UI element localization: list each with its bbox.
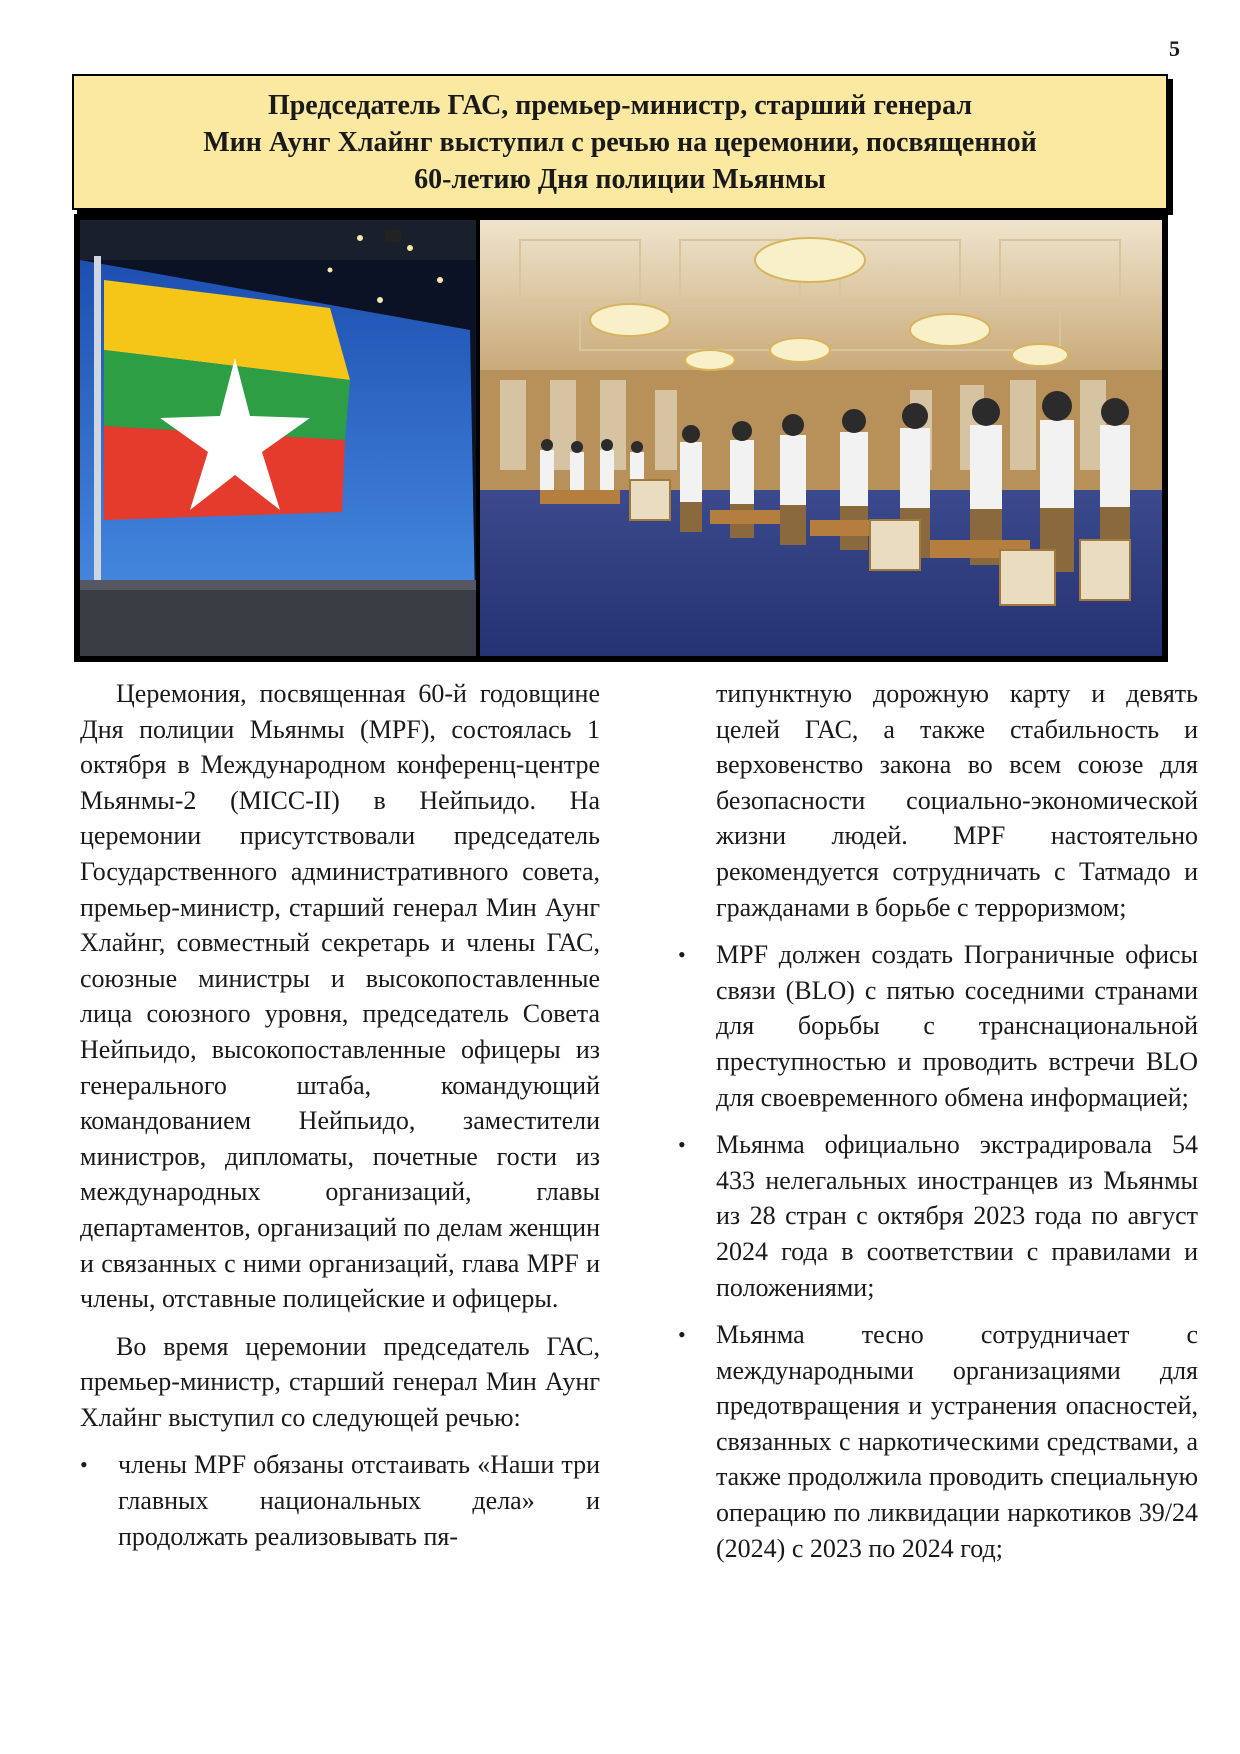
flag-photo <box>80 220 476 656</box>
list-item <box>678 1317 1198 1566</box>
list-item <box>678 937 1198 1115</box>
bullet-marker: • <box>678 1132 686 1158</box>
photo-strip <box>74 214 1168 662</box>
left-column <box>80 676 600 1566</box>
right-column <box>678 676 1198 1578</box>
headline-line-3: 60-летию Дня полиции Мьянмы <box>414 163 826 195</box>
headline-line-2: Мин Аунг Хлайнг выступил с речью на церемонии, посвященной <box>203 126 1037 158</box>
list-item-text: члены MPF обязаны отстаивать «Наши три главных национальных дела» и продолжать реализовывать пя- <box>118 1450 600 1551</box>
speech-points-list <box>80 1447 600 1554</box>
list-item-continuation: типунктную дорожную карту и девять целей ГАС, а также стабильность и верховенство закона во всем союзе для безопасности социально-экономической жизни людей. MPF настоятельно рекомендуется сотрудничать с Татмадо и гражданами в борьбе с терроризмом; <box>716 679 1198 922</box>
bullet-marker: • <box>80 1452 88 1478</box>
speech-points-list <box>678 937 1198 1566</box>
list-item-text: Мьянма тесно сотрудничает с международными организациями для предотвращения и устранения опасностей, связанных с наркотическими средствами, а также продолжила проводить специальную операцию по ликвидации наркотиков 39/24 (2024) с 2023 по 2024 год; <box>716 1320 1198 1563</box>
page-number: 5 <box>1169 36 1180 61</box>
hall-photo <box>480 220 1162 656</box>
bullet-marker: • <box>678 942 686 968</box>
list-item <box>678 1127 1198 1305</box>
list-item-text: Мьянма официально экстрадировала 54 433 нелегальных иностранцев из Мьянмы из 28 стран с октября 2023 года по август 2024 года в соответствии с правилами и положениями; <box>716 1130 1198 1302</box>
headline-box <box>72 74 1168 210</box>
article-paragraph: Во время церемонии председатель ГАС, премьер-министр, старший генерал Мин Аунг Хлайнг выступил со следующей речью: <box>80 1331 600 1432</box>
headline-line-1: Председатель ГАС, премьер-министр, старший генерал <box>267 89 973 121</box>
list-item <box>80 1447 600 1554</box>
article-paragraph: Церемония, посвященная 60-й годовщине Дня полиции Мьянмы (MPF), состоялась 1 октября в Международном конференц-центре Мьянмы-2 (MICC-II) в Нейпьидо. На церемонии присутствовали председатель Государственного административного совета, премьер-министр, старший генерал Мин Аунг Хлайнг, совместный секретарь и члены ГАС, союзные министры и высокопоставленные лица союзного уровня, председатель Совета Нейпьидо, высокопоставленные офицеры из генерального штаба, командующий командованием Нейпьидо, заместители министров, дипломаты, почетные гости из международных организаций, главы департаментов, организаций по делам женщин и связанных с ними организаций, глава MPF и члены, отставные полицейские и офицеры. <box>80 679 600 1314</box>
list-item-text: MPF должен создать Пограничные офисы связи (BLO) с пятью соседними странами для борьбы с транснациональной преступностью и проводить встречи BLO для своевременного обмена информацией; <box>716 940 1198 1112</box>
bullet-marker: • <box>678 1322 686 1348</box>
